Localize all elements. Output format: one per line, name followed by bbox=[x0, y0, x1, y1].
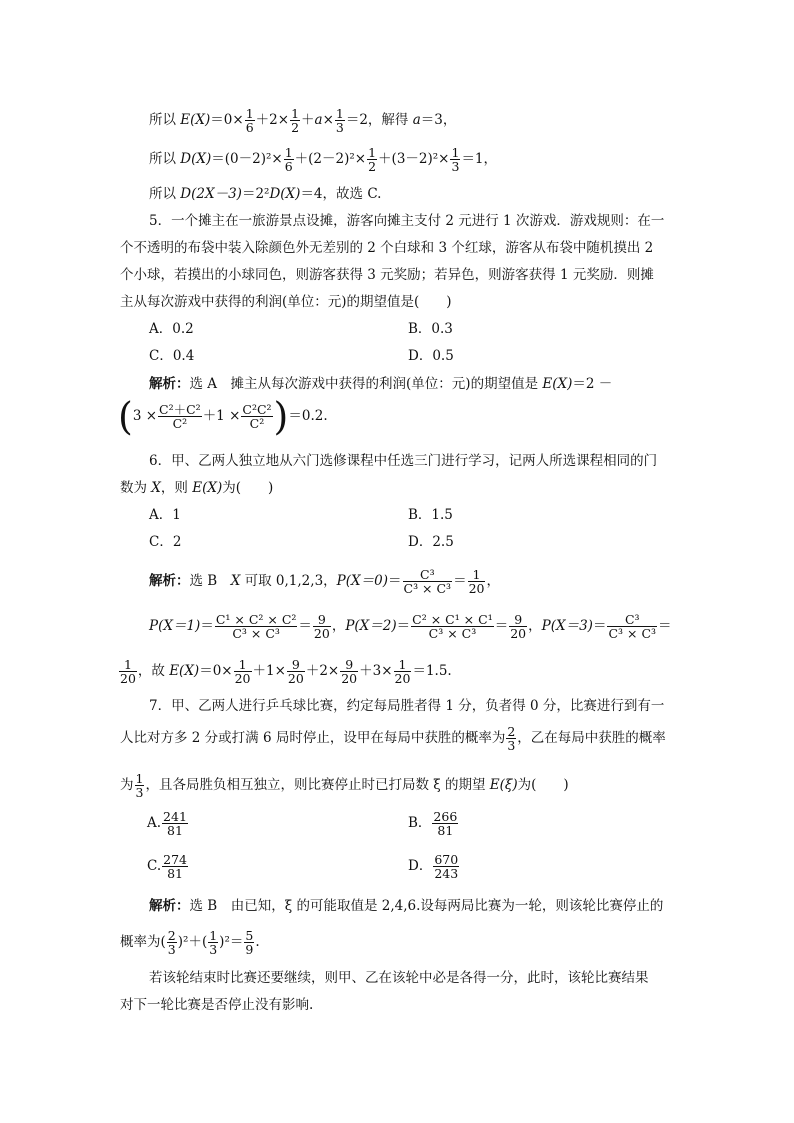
num: 1 bbox=[284, 145, 293, 160]
expr: E(X) bbox=[192, 480, 223, 496]
text: ＝0× bbox=[199, 663, 233, 679]
num: 1 bbox=[451, 145, 460, 160]
q5-option-d: D．0.5 bbox=[408, 348, 454, 364]
text: 为( ) bbox=[517, 777, 569, 793]
text: ＝ bbox=[592, 618, 607, 634]
num: 1 bbox=[335, 106, 344, 121]
q6-line-1: 6．甲、乙两人独立地从六门选修课程中任选三门进行学习，记两人所选课程相同的门 bbox=[149, 453, 658, 469]
text: ， bbox=[528, 618, 542, 634]
fraction bbox=[335, 107, 345, 134]
fraction bbox=[468, 568, 486, 595]
text: 选 A 摊主从每次游戏中获得的利润(单位：元)的期望值是 bbox=[189, 376, 543, 392]
paren: ( bbox=[118, 394, 133, 439]
q6-option-a: A．1 bbox=[149, 507, 181, 523]
text: 为( ) bbox=[222, 480, 274, 496]
q6-line-2 bbox=[120, 479, 273, 497]
num: 1 bbox=[368, 145, 377, 160]
num: C³ bbox=[607, 613, 657, 627]
den: 20 bbox=[341, 671, 358, 686]
num: 5 bbox=[245, 928, 254, 943]
text: ＝2，解得 bbox=[345, 112, 413, 128]
eq-line-expectation bbox=[149, 107, 456, 134]
text: ， bbox=[331, 618, 346, 634]
text: ＝0.2. bbox=[288, 408, 328, 424]
expr: E(ξ) bbox=[489, 777, 518, 793]
text: ＝ bbox=[396, 618, 411, 634]
text: 选 B bbox=[189, 573, 231, 589]
text: 为 bbox=[120, 777, 134, 793]
text: ＝1.5. bbox=[412, 663, 452, 679]
fraction bbox=[245, 107, 255, 134]
text: 概率为 bbox=[120, 934, 161, 950]
var: X bbox=[151, 480, 161, 496]
text: ＋1 × bbox=[202, 408, 241, 424]
den: 20 bbox=[468, 581, 485, 596]
eq-line-result bbox=[149, 185, 381, 203]
den: 6 bbox=[245, 120, 254, 135]
den: 20 bbox=[394, 671, 411, 686]
num: 1 bbox=[135, 771, 144, 786]
fraction bbox=[208, 929, 218, 956]
q5-line-3: 个小球，若摸出的小球同色，则游客获得 3 元奖励；若异色，则游客获得 1 元奖励．则摊 bbox=[120, 267, 654, 283]
text: ＝ bbox=[453, 573, 467, 589]
num: 1 bbox=[119, 658, 137, 672]
fraction bbox=[432, 810, 458, 837]
den: 3 bbox=[167, 942, 176, 957]
fraction bbox=[367, 146, 377, 173]
fraction bbox=[234, 658, 252, 685]
var: a bbox=[314, 112, 323, 128]
fraction bbox=[162, 853, 188, 880]
text: ²＝ bbox=[224, 934, 244, 950]
num: 9 bbox=[287, 658, 305, 672]
q5-solution-line-1 bbox=[149, 375, 612, 393]
text: 所以 bbox=[149, 112, 181, 128]
fraction bbox=[119, 658, 137, 685]
text: ，乙在每局中获胜的概率 bbox=[517, 730, 666, 746]
text: ＝4，故选 C. bbox=[300, 186, 382, 202]
q7-paragraph-1: 若该轮结束时比赛还要继续，则甲、乙在该轮中必是各得一分，此时，该轮比赛结果 bbox=[149, 970, 649, 986]
q7-option-d bbox=[408, 853, 460, 880]
num: C²C² bbox=[242, 402, 272, 417]
text: ＝0× bbox=[210, 112, 244, 128]
num: 1 bbox=[234, 658, 252, 672]
text: ＝ bbox=[200, 618, 214, 634]
den: C³ × C³ bbox=[428, 626, 477, 641]
paren: ( bbox=[160, 934, 166, 950]
text: ＋2× bbox=[305, 663, 340, 679]
fraction bbox=[340, 658, 358, 685]
fraction bbox=[403, 568, 453, 595]
num: 1 bbox=[209, 928, 218, 943]
text: ＝1， bbox=[461, 151, 498, 167]
q7-line-1: 7．甲、乙两人进行乒乓球比赛，约定每局胜者得 1 分，负者得 0 分，比赛进行到有一 bbox=[149, 698, 665, 714]
fraction bbox=[313, 613, 331, 640]
den: 81 bbox=[437, 823, 454, 838]
var: a bbox=[412, 112, 421, 128]
text: 数为 bbox=[120, 480, 152, 496]
den: 6 bbox=[284, 159, 293, 174]
num: 2 bbox=[507, 724, 516, 739]
den: 3 bbox=[507, 738, 516, 753]
text: × bbox=[322, 112, 334, 128]
fraction bbox=[135, 772, 145, 799]
num: 1 bbox=[291, 106, 300, 121]
expr: P(X＝1) bbox=[149, 618, 201, 634]
text: 3 × bbox=[132, 408, 158, 424]
num: 1 bbox=[468, 568, 486, 582]
fraction bbox=[284, 146, 294, 173]
text: ＝ bbox=[298, 618, 312, 634]
paren: ( bbox=[201, 934, 208, 950]
num: 274 bbox=[163, 852, 187, 867]
expr: P(X＝3) bbox=[541, 618, 593, 634]
text: ²＋ bbox=[183, 934, 202, 950]
num: C²＋C² bbox=[159, 402, 201, 417]
text: ＝3， bbox=[420, 112, 457, 128]
fraction bbox=[287, 658, 305, 685]
solution-label: 解析： bbox=[149, 376, 190, 392]
fraction bbox=[394, 658, 412, 685]
text: ＝2 － bbox=[572, 376, 613, 392]
text: ＋(2－2)²× bbox=[294, 151, 367, 167]
text: ＝(0－2)²× bbox=[211, 151, 283, 167]
fraction bbox=[244, 929, 254, 956]
den: 2 bbox=[291, 120, 300, 135]
den: 81 bbox=[167, 823, 183, 838]
text: ＋ bbox=[301, 112, 315, 128]
q6-solution-line-2 bbox=[149, 613, 672, 640]
num: 1 bbox=[394, 658, 412, 672]
den: 3 bbox=[451, 159, 460, 174]
den: 9 bbox=[245, 942, 254, 957]
den: C² bbox=[249, 416, 265, 431]
den: 20 bbox=[120, 671, 136, 686]
text: ＝ bbox=[658, 618, 672, 634]
den: 20 bbox=[313, 626, 330, 641]
text: ＝ bbox=[494, 618, 509, 634]
expr: D(2X－3) bbox=[180, 186, 242, 202]
text: ，故 bbox=[137, 663, 170, 679]
q5-line-2: 个不透明的布袋中装入除颜色外无差别的 2 个白球和 3 个红球，游客从布袋中随机摸出 2 bbox=[120, 240, 654, 256]
q7-option-b bbox=[408, 810, 459, 837]
expr: E(X) bbox=[180, 112, 211, 128]
text: . bbox=[255, 934, 260, 950]
den: 20 bbox=[287, 671, 304, 686]
solution-label: 解析： bbox=[149, 573, 190, 589]
num: C¹ × C² × C² bbox=[215, 612, 297, 627]
fraction bbox=[167, 929, 177, 956]
q7-solution-line-1 bbox=[149, 897, 663, 915]
fraction bbox=[290, 107, 300, 134]
q6-solution-line-1 bbox=[149, 568, 500, 595]
q7-solution-line-2 bbox=[120, 929, 260, 956]
text: ＝ bbox=[388, 573, 402, 589]
fraction bbox=[433, 853, 459, 880]
expr: P(X＝2) bbox=[345, 618, 397, 634]
fraction bbox=[506, 725, 516, 752]
fraction bbox=[450, 146, 460, 173]
q7-paragraph-2: 对下一轮比赛是否停止没有影响. bbox=[120, 997, 314, 1013]
den: 20 bbox=[234, 671, 251, 686]
q5-option-a: A．0.2 bbox=[149, 321, 194, 337]
fraction bbox=[411, 613, 494, 640]
expr: E(X) bbox=[542, 376, 573, 392]
den: C³ × C³ bbox=[232, 626, 280, 641]
text: ， bbox=[486, 573, 500, 589]
num: 241 bbox=[163, 809, 187, 824]
expr: D(X) bbox=[180, 151, 212, 167]
paren: ) bbox=[219, 934, 225, 950]
fraction bbox=[162, 810, 188, 837]
option-letter: B． bbox=[408, 815, 432, 831]
q5-solution-line-2 bbox=[118, 394, 328, 439]
option-letter: C. bbox=[147, 858, 162, 874]
expr: D(X) bbox=[269, 186, 301, 202]
den: 3 bbox=[209, 942, 218, 957]
eq-line-variance bbox=[149, 146, 497, 173]
fraction bbox=[158, 403, 202, 430]
text: ＋1× bbox=[252, 663, 286, 679]
q7-line-2 bbox=[120, 725, 666, 752]
text: ，则 bbox=[160, 480, 193, 496]
num: 1 bbox=[245, 106, 254, 121]
q5-line-4: 主从每次游戏中获得的利润(单位：元)的期望值是( ) bbox=[120, 294, 452, 310]
num: 9 bbox=[313, 613, 331, 627]
var: X bbox=[230, 573, 241, 589]
option-letter: D． bbox=[408, 858, 433, 874]
q5-line-1: 5．一个摊主在一旅游景点设摊，游客向摊主支付 2 元进行 1 次游戏．游戏规则：在一 bbox=[149, 213, 665, 229]
fraction bbox=[241, 403, 272, 430]
text: 选 B 由已知，ξ 的可能取值是 2,4,6.设每两局比赛为一轮，则该轮比赛停止的 bbox=[189, 898, 664, 914]
q6-solution-line-3 bbox=[118, 658, 452, 685]
den: 81 bbox=[167, 866, 184, 881]
text: ＝2² bbox=[241, 186, 270, 202]
q6-option-d: D．2.5 bbox=[408, 534, 454, 550]
text: 可取 0,1,2,3， bbox=[240, 573, 337, 589]
text: ＋(3－2)²× bbox=[378, 151, 450, 167]
den: C² bbox=[172, 416, 188, 431]
expr: E(X) bbox=[169, 663, 200, 679]
den: 20 bbox=[510, 626, 527, 641]
text: 所以 bbox=[149, 151, 181, 167]
num: 9 bbox=[340, 658, 358, 672]
fraction bbox=[215, 613, 298, 640]
q7-option-c bbox=[147, 853, 189, 880]
den: 3 bbox=[135, 785, 144, 800]
den: 243 bbox=[434, 866, 459, 881]
text: ＋3× bbox=[359, 663, 393, 679]
num: C² × C¹ × C¹ bbox=[412, 612, 493, 627]
num: 670 bbox=[434, 852, 459, 867]
q7-option-a bbox=[147, 810, 189, 837]
fraction bbox=[607, 613, 657, 640]
expr: P(X＝0) bbox=[336, 573, 388, 589]
num: 9 bbox=[509, 613, 527, 627]
text: ＋2× bbox=[255, 112, 290, 128]
text: 所以 bbox=[149, 186, 181, 202]
option-letter: A. bbox=[147, 815, 162, 831]
text: ，且各局胜负相互独立，则比赛停止时已打局数 ξ 的期望 bbox=[145, 777, 490, 793]
den: C³ × C³ bbox=[403, 581, 452, 596]
q6-option-b: B．1.5 bbox=[408, 507, 453, 523]
text: 人比对方多 2 分或打满 6 局时停止，设甲在每局中获胜的概率为 bbox=[120, 730, 506, 746]
q5-option-c: C．0.4 bbox=[149, 348, 195, 364]
solution-label: 解析： bbox=[149, 898, 190, 914]
num: C³ bbox=[403, 568, 453, 582]
q5-option-b: B．0.3 bbox=[408, 321, 453, 337]
den: 2 bbox=[368, 159, 377, 174]
num: 266 bbox=[433, 809, 458, 824]
paren: ) bbox=[273, 394, 289, 439]
q6-option-c: C．2 bbox=[149, 534, 182, 550]
den: C³ × C³ bbox=[608, 626, 657, 641]
fraction bbox=[509, 613, 527, 640]
q7-line-3 bbox=[120, 772, 569, 799]
paren: ) bbox=[177, 934, 184, 950]
num: 2 bbox=[167, 928, 176, 943]
den: 3 bbox=[335, 120, 344, 135]
